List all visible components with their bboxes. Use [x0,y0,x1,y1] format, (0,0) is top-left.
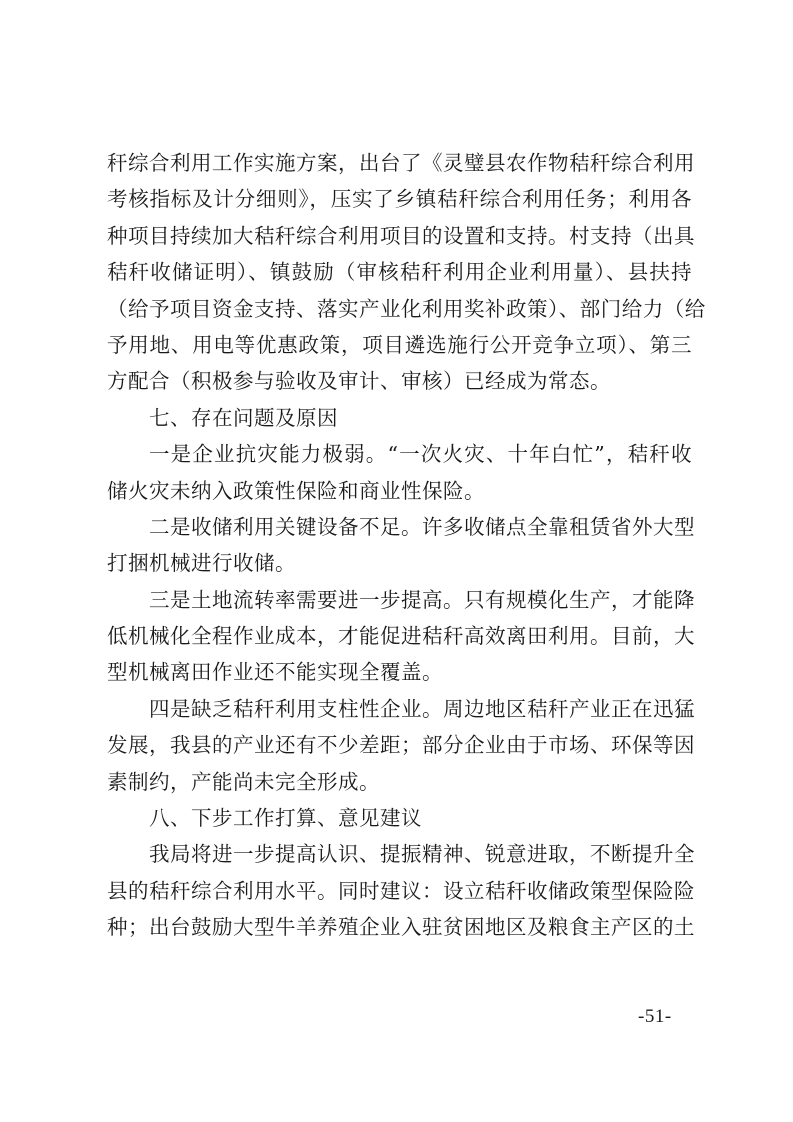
text-line: 县的秸秆综合利用水平。同时建议：设立秸秆收储政策型保险险 [107,878,695,903]
text-line: 一是企业抗灾能力极弱。“一次火灾、十年白忙”，秸秆收 [149,442,692,467]
text-line: 打捆机械进行收储。 [107,551,296,576]
text-line: 型机械离田作业还不能实现全覆盖。 [107,660,443,685]
text-line: 发展，我县的产业还有不少差距；部分企业由于市场、环保等因 [107,733,695,758]
text-line: 予用地、用电等优惠政策，项目遴选施行公开竞争立项）、第三 [107,332,692,357]
section-heading: 八、下步工作打算、意见建议 [149,806,422,831]
text-line: 三是土地流转率需要进一步提高。只有规模化生产，才能降 [149,587,695,612]
section-heading: 七、存在问题及原因 [149,405,338,430]
text-line: 储火灾未纳入政策性保险和商业性保险。 [107,478,485,503]
text-line: 种项目持续加大秸秆综合利用项目的设置和支持。村支持（出具 [107,223,695,248]
text-line: （给予项目资金支持、落实产业化利用奖补政策）、部门给力（给 [107,296,706,321]
text-line: 种；出台鼓励大型牛羊养殖企业入驻贫困地区及粮食主产区的土 [107,915,695,940]
text-line: 我局将进一步提高认识、提振精神、锐意进取，不断提升全 [149,842,695,867]
text-line: 素制约，产能尚未完全形成。 [107,769,380,794]
text-line: 低机械化全程作业成本，才能促进秸秆高效离田利用。目前，大 [107,624,695,649]
text-line: 四是缺乏秸秆利用支柱性企业。周边地区秸秆产业正在迅猛 [149,696,695,721]
body-text [107,145,706,946]
text-line: 方配合（积极参与验收及审计、审核）已经成为常态。 [107,369,611,394]
text-line: 考核指标及计分细则》，压实了乡镇秸秆综合利用任务；利用各 [107,187,692,212]
text-line: 秆综合利用工作实施方案，出台了《灵璧县农作物秸秆综合利用 [107,151,695,175]
text-line: 秸秆收储证明）、镇鼓励（审核秸秆利用企业利用量）、县扶持 [107,260,692,285]
text-line: 二是收储利用关键设备不足。许多收储点全靠租赁省外大型 [149,514,695,539]
page-number: -51- [638,1006,672,1027]
